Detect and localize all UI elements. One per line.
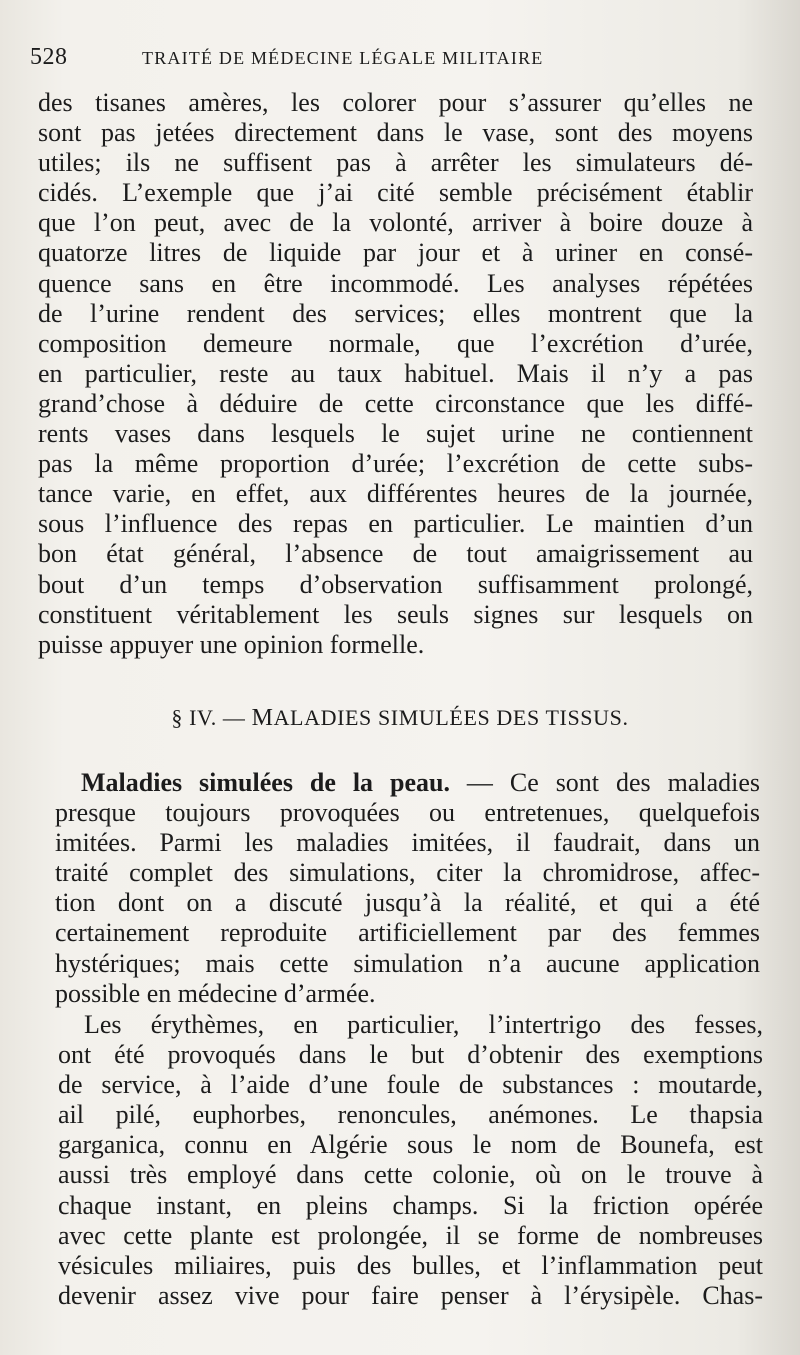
section-prefix: § IV. — [171, 705, 252, 730]
text-line: chaque instant, en pleins champs. Si la friction opérée [58, 1190, 763, 1220]
section-title-rest: ALADIES SIMULÉES DES TISSUS. [273, 705, 629, 730]
text-line: tion dont on a discuté jusqu’à la réalité, et qui a été [55, 888, 760, 918]
section-heading [0, 705, 800, 732]
text-line: bon état général, l’absence de tout amaigrissement au [38, 539, 753, 569]
text-line: avec cette plante est prolongée, il se forme de nombreuses [58, 1220, 763, 1250]
section-first-letter: M [251, 705, 274, 731]
run-in-continuation: — Ce sont des maladies [449, 768, 760, 797]
text-line: possible en médecine d’armée. [55, 978, 376, 1008]
text-line: aussi très employé dans cette colonie, où on le trouve à [58, 1160, 763, 1190]
page-header [30, 44, 750, 76]
page-number: 528 [30, 44, 68, 70]
text-line: imitées. Parmi les maladies imitées, il faudrait, dans un [55, 828, 760, 858]
running-head: TRAITÉ DE MÉDECINE LÉGALE MILITAIRE [142, 48, 544, 68]
text-line: bout d’un temps d’observation suffisamment prolongé, [38, 569, 753, 599]
text-line: certainement reproduite artificiellement par des femmes [55, 918, 760, 948]
run-in-title: Maladies simulées de la peau. [81, 768, 450, 797]
text-line: cidés. L’exemple que j’ai cité semble précisément établir [38, 178, 753, 208]
paragraph-urine-analysis [38, 88, 753, 660]
text-line: des tisanes amères, les colorer pour s’assurer qu’elles ne [38, 88, 753, 117]
text-line: constituent véritablement les seuls signes sur lesquels on [38, 599, 753, 629]
text-line: traité complet des simulations, citer la chromidrose, affec- [55, 858, 760, 888]
text-line: puisse appuyer une opinion formelle. [38, 629, 425, 659]
text-line: hystériques; mais cette simulation n’a aucune application [55, 948, 760, 978]
paragraph-skin-diseases [55, 768, 760, 1009]
text-line: garganica, connu en Algérie sous le nom de Bounefa, est [58, 1130, 763, 1160]
text-line: sont pas jetées directement dans le vase, sont des moyens [38, 118, 753, 148]
text-line: rents vases dans lesquels le sujet urine ne contiennent [38, 419, 753, 449]
text-line: que l’on peut, avec de la volonté, arriver à boire douze à [38, 208, 753, 238]
text-line: quatorze litres de liquide par jour et à uriner en consé- [38, 238, 753, 268]
text-line: de service, à l’aide d’une foule de substances : moutarde, [58, 1070, 763, 1100]
text-line: utiles; ils ne suffisent pas à arrêter les simulateurs dé- [38, 148, 753, 178]
text-line: ail pilé, euphorbes, renoncules, anémones. Le thapsia [58, 1100, 763, 1130]
text-line: vésicules miliaires, puis des bulles, et l’inflammation peut [58, 1250, 763, 1280]
text-line: de l’urine rendent des services; elles montrent que la [38, 298, 753, 328]
text-line: tance varie, en effet, aux différentes heures de la journée, [38, 479, 753, 509]
paragraph-erythemas [58, 1010, 763, 1311]
text-line: ont été provoqués dans le but d’obtenir des exemptions [58, 1040, 763, 1070]
text-line [55, 768, 760, 798]
text-line: en particulier, reste au taux habituel. Mais il n’y a pas [38, 358, 753, 388]
text-line: grand’chose à déduire de cette circonstance que les diffé- [38, 388, 753, 418]
text-line: presque toujours provoquées ou entretenues, quelquefois [55, 798, 760, 828]
text-line: pas la même proportion d’urée; l’excrétion de cette subs- [38, 449, 753, 479]
text-line: sous l’influence des repas en particulier. Le maintien d’un [38, 509, 753, 539]
text-line: devenir assez vive pour faire penser à l’érysipèle. Chas- [58, 1280, 763, 1310]
text-line: quence sans en être incommodé. Les analyses répétées [38, 268, 753, 298]
text-line: composition demeure normale, que l’excrétion d’urée, [38, 328, 753, 358]
text-line: Les érythèmes, en particulier, l’intertrigo des fesses, [84, 1010, 763, 1039]
